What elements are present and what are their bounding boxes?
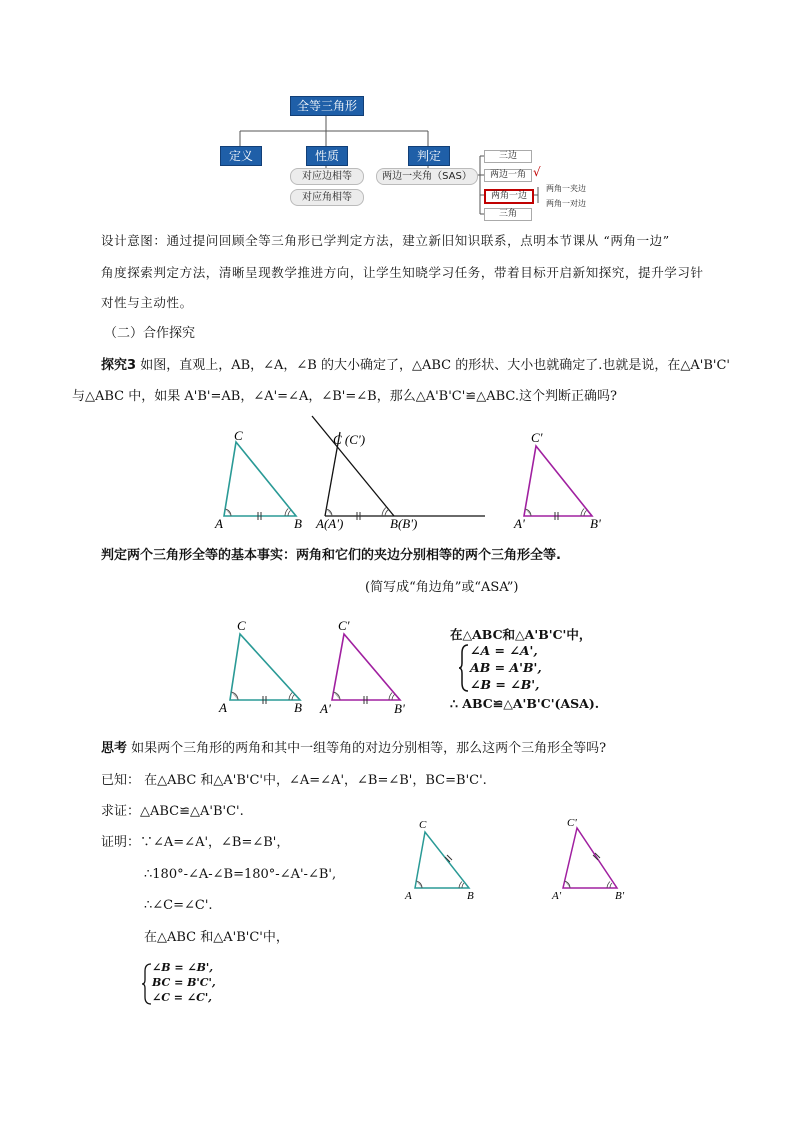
explore3-line (101, 357, 730, 375)
label-a: A (405, 890, 412, 902)
brace-icon (458, 643, 470, 693)
check-mark-icon: √ (533, 165, 541, 179)
label-a: A (219, 700, 227, 715)
label-b: B (294, 516, 302, 531)
label-b: B (294, 700, 302, 715)
label-aprime: A' (552, 890, 562, 902)
basic-fact-abbr: (简写成“角边角”或“ASA”) (365, 580, 519, 595)
figure-3 (395, 812, 645, 907)
label-c: C (237, 618, 246, 633)
aas-condition: BC = B'C', (152, 976, 216, 989)
mindmap-connectors (0, 0, 794, 230)
mindmap-root: 全等三角形 (290, 96, 364, 116)
criteria-two-sides-one-angle: 两边一角 (484, 169, 532, 182)
triangle-abc-2 (230, 634, 300, 700)
label-cprime: C' (338, 618, 350, 633)
proof-line: ∴180°-∠A-∠B=180°-∠A'-∠B', (144, 867, 337, 882)
sub-criteria-asa: 两角一夹边 (546, 184, 586, 193)
label-b-bprime: B(B') (390, 516, 418, 531)
label-b: B (467, 890, 474, 902)
basic-fact: 判定两个三角形全等的基本事实：两角和它们的夹边分别相等的两个三角形全等. (101, 548, 561, 563)
explore3-label: 探究3 (101, 358, 137, 373)
proof-line: 在△ABC 和△A'B'C'中， (144, 930, 289, 945)
mindmap-sas-item: 两边一夹角（SAS） (376, 168, 478, 185)
asa-condition: ∠B = ∠B', (470, 677, 540, 692)
figure-2 (210, 612, 430, 722)
section-title: （二）合作探究 (104, 326, 196, 341)
label-a-aprime: A(A') (316, 516, 344, 531)
asa-condition: AB = A'B', (470, 660, 542, 675)
criteria-three-angles: 三角 (484, 208, 532, 221)
label-c: C (234, 428, 243, 443)
mindmap-property-item: 对应角相等 (290, 189, 364, 206)
proof-line: ∴∠C=∠C'. (144, 898, 213, 913)
mindmap-definition: 定义 (220, 146, 262, 166)
mindmap-property-item: 对应边相等 (290, 168, 364, 185)
mindmap-judgement: 判定 (408, 146, 450, 166)
label-bprime: B' (615, 890, 625, 902)
label-a: A (215, 516, 223, 531)
figure-1 (200, 410, 620, 535)
label-c: C (419, 819, 427, 831)
known-line: 已知： 在△ABC 和△A'B'C'中，∠A=∠A'，∠B=∠B'，BC=B'C'. (101, 773, 487, 788)
label-cprime: C' (567, 817, 577, 829)
mindmap-property: 性质 (306, 146, 348, 166)
label-cprime: C' (531, 430, 543, 445)
prove-line: 求证：△ABC≌△A'B'C'. (101, 804, 244, 819)
label-bprime: B' (394, 701, 405, 716)
triangle-aprime (524, 446, 592, 516)
triangle-abc (224, 442, 296, 516)
explore3-line2: 与△ABC 中，如果 A'B'=AB，∠A'=∠A，∠B'=∠B，那么△A'B'C'≌△ABC.这个判断正确吗? (72, 389, 617, 404)
asa-condition: ∠A = ∠A', (470, 643, 538, 658)
label-bprime: B' (590, 516, 601, 531)
aas-condition: ∠B = ∠B', (152, 961, 214, 974)
sub-criteria-aas: 两角一对边 (546, 199, 586, 208)
triangle-aprime-2 (332, 634, 400, 700)
think-text: 如果两个三角形的两角和其中一组等角的对边分别相等，那么这两个三角形全等吗? (131, 741, 607, 756)
asa-proof-intro: 在△ABC和△A'B'C'中， (450, 627, 592, 642)
think-line (101, 740, 606, 758)
label-aprime: A' (320, 701, 331, 716)
design-intent-line: 角度探索判定方法，清晰呈现教学推进方向，让学生知晓学习任务，带着目标开启新知探究，提升学习针 (101, 265, 704, 280)
design-intent-line: 设计意图：通过提问回顾全等三角形已学判定方法，建立新旧知识联系，点明本节课从 “两角一边” (101, 233, 670, 248)
label-c-cprime: C (C') (333, 432, 366, 447)
criteria-three-sides: 三边 (484, 150, 532, 163)
aas-condition: ∠C = ∠C', (152, 991, 213, 1004)
triangle-abc-3 (415, 832, 469, 888)
explore3-text: 如图，直观上，AB，∠A，∠B 的大小确定了，△ABC 的形状、大小也就确定了.也就是说，在△A'B'C' (140, 358, 730, 373)
triangle-aprime-3 (563, 828, 617, 888)
think-label: 思考 (101, 741, 128, 756)
design-intent-line: 对性与主动性。 (101, 295, 193, 310)
label-aprime: A' (514, 516, 525, 531)
proof-line: 证明：∵∠A=∠A'，∠B=∠B'， (101, 835, 290, 850)
asa-conclusion: ∴ ABC≌△A'B'C'(ASA). (450, 696, 600, 711)
criteria-two-angles-one-side: 两角一边 (484, 189, 534, 204)
